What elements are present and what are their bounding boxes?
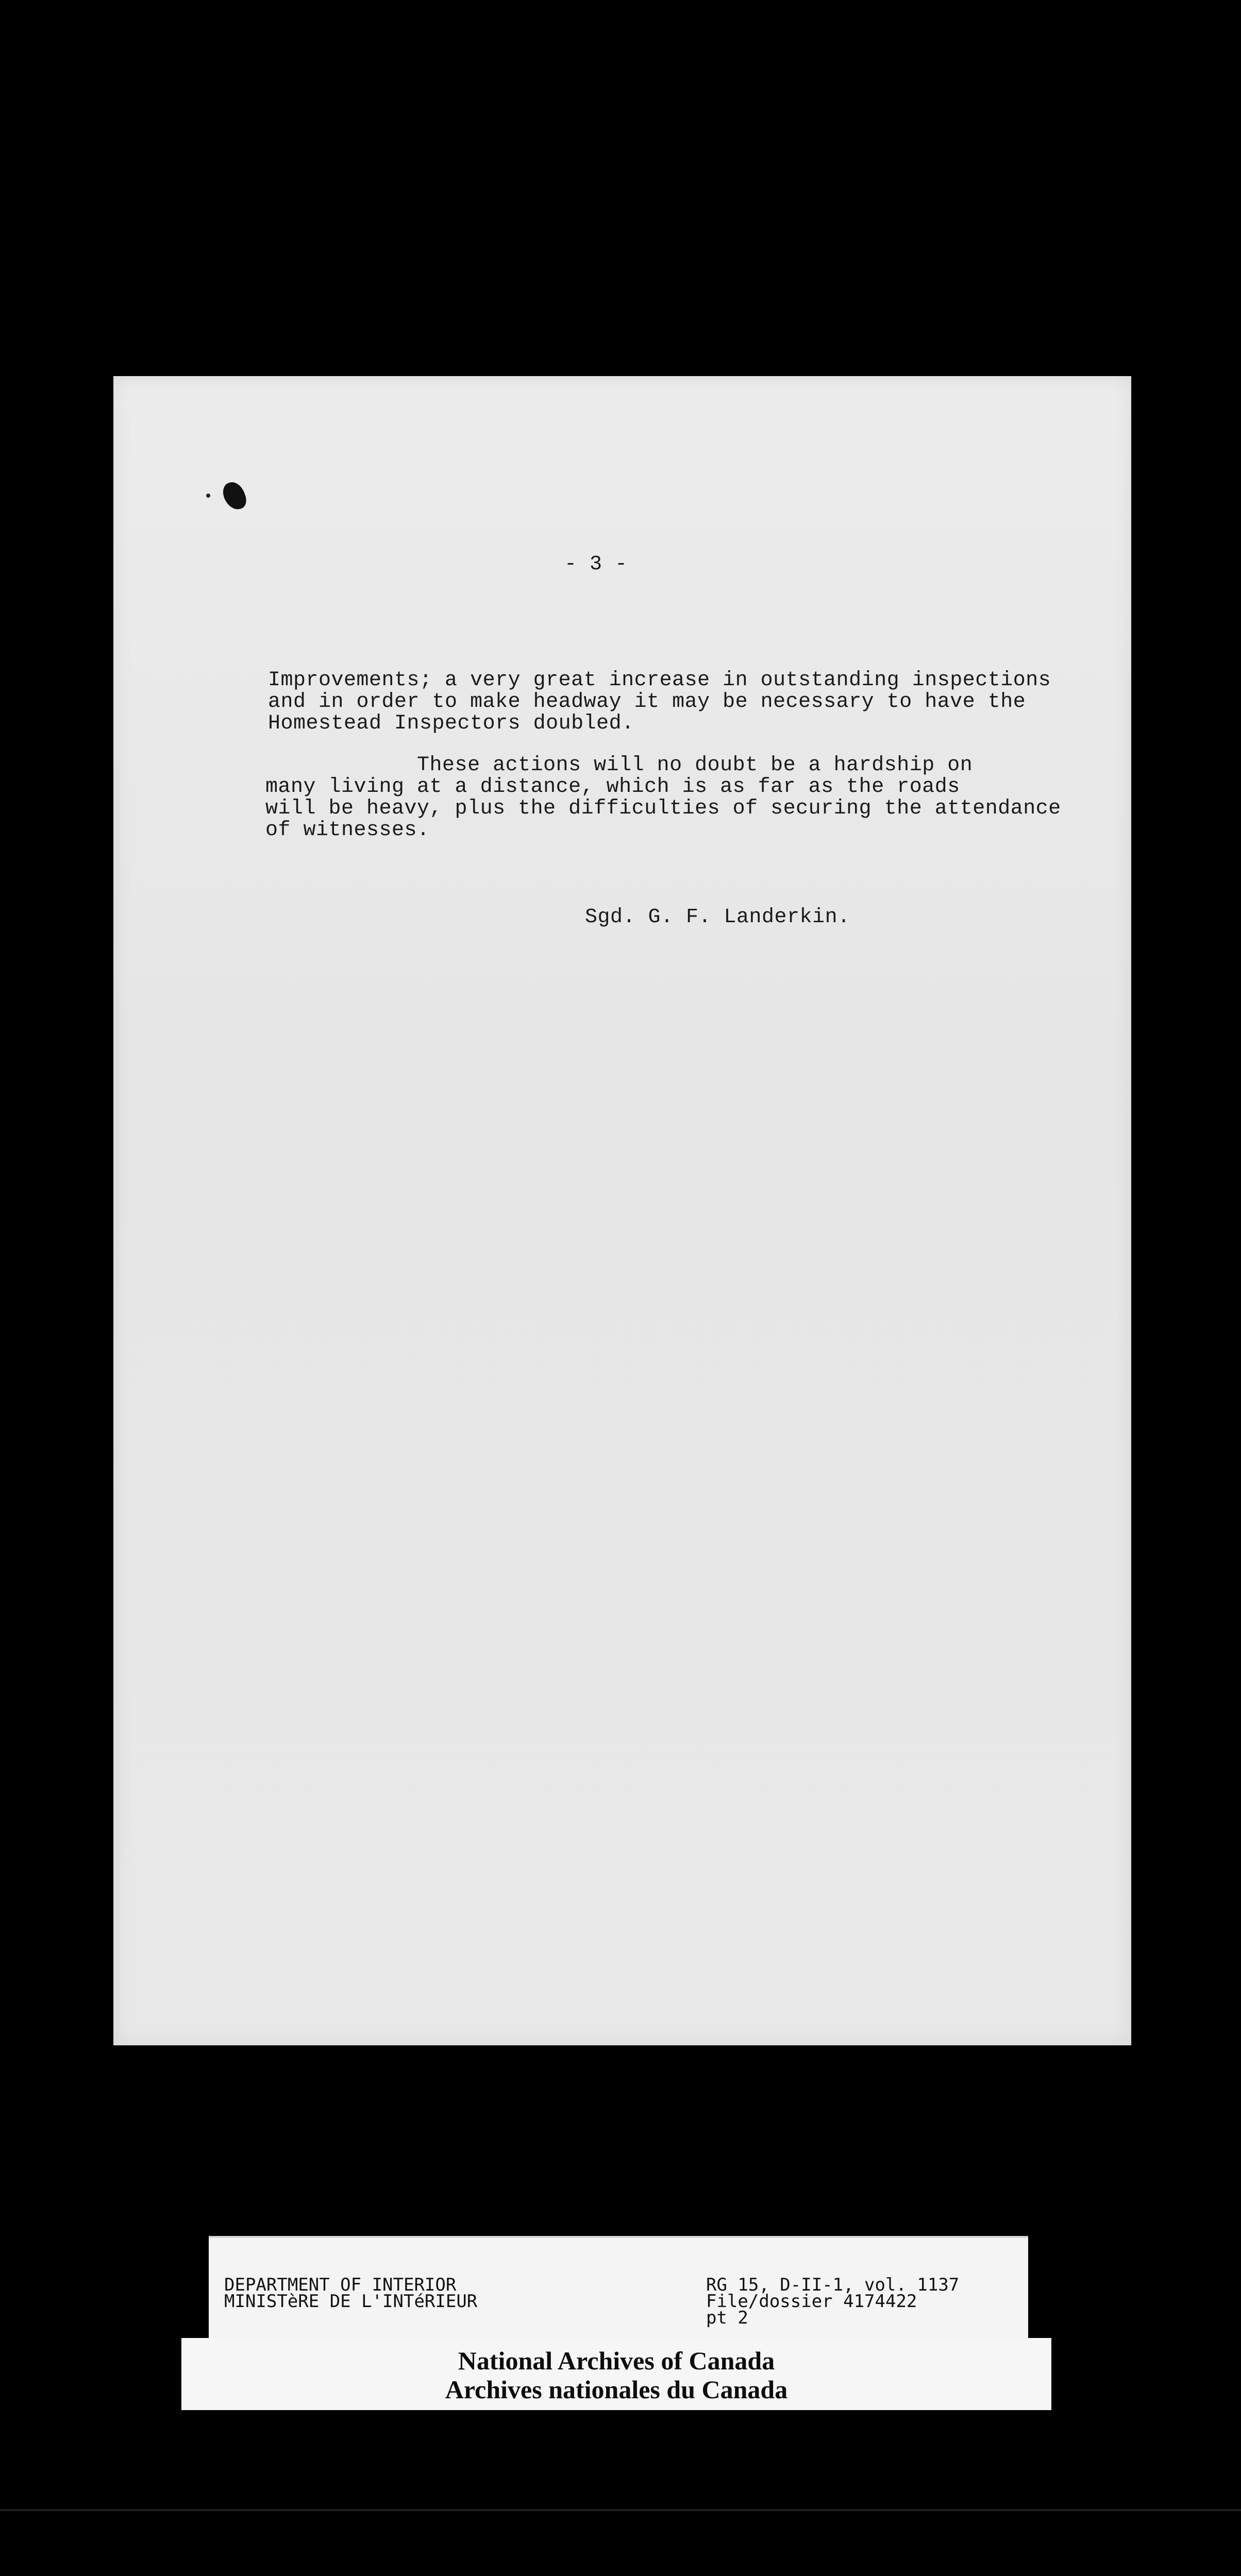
archive-reference: RG 15, D-II-1, vol. 1137 File/dossier 4174422 pt 2 bbox=[706, 2275, 960, 2328]
page-number: - 3 - bbox=[564, 553, 628, 576]
ink-blot bbox=[220, 479, 249, 513]
archives-name-french: Archives nationales du Canada bbox=[445, 2375, 788, 2404]
archives-banner bbox=[181, 2338, 1051, 2410]
archive-reference-card bbox=[209, 2236, 1028, 2338]
archives-name-english: National Archives of Canada bbox=[458, 2346, 775, 2375]
body-paragraph-1: Improvements; a very great increase in outstanding inspections and in order to make headway it may be necessary to have the Homestead Inspectors doubled. bbox=[268, 669, 1051, 735]
body-paragraph-2: These actions will no doubt be a hardship on many living at a distance, which is as far as the roads will be heavy, plus the difficulties of securing the attendance of witnesses. bbox=[265, 754, 1061, 842]
film-edge-line bbox=[0, 2509, 1241, 2511]
document-page bbox=[113, 376, 1131, 2045]
department-name: DEPARTMENT OF INTERIOR MINISTèRE DE L'INTéRIEUR bbox=[224, 2275, 478, 2312]
ink-speck bbox=[206, 494, 210, 498]
signature-line: Sgd. G. F. Landerkin. bbox=[585, 906, 850, 929]
